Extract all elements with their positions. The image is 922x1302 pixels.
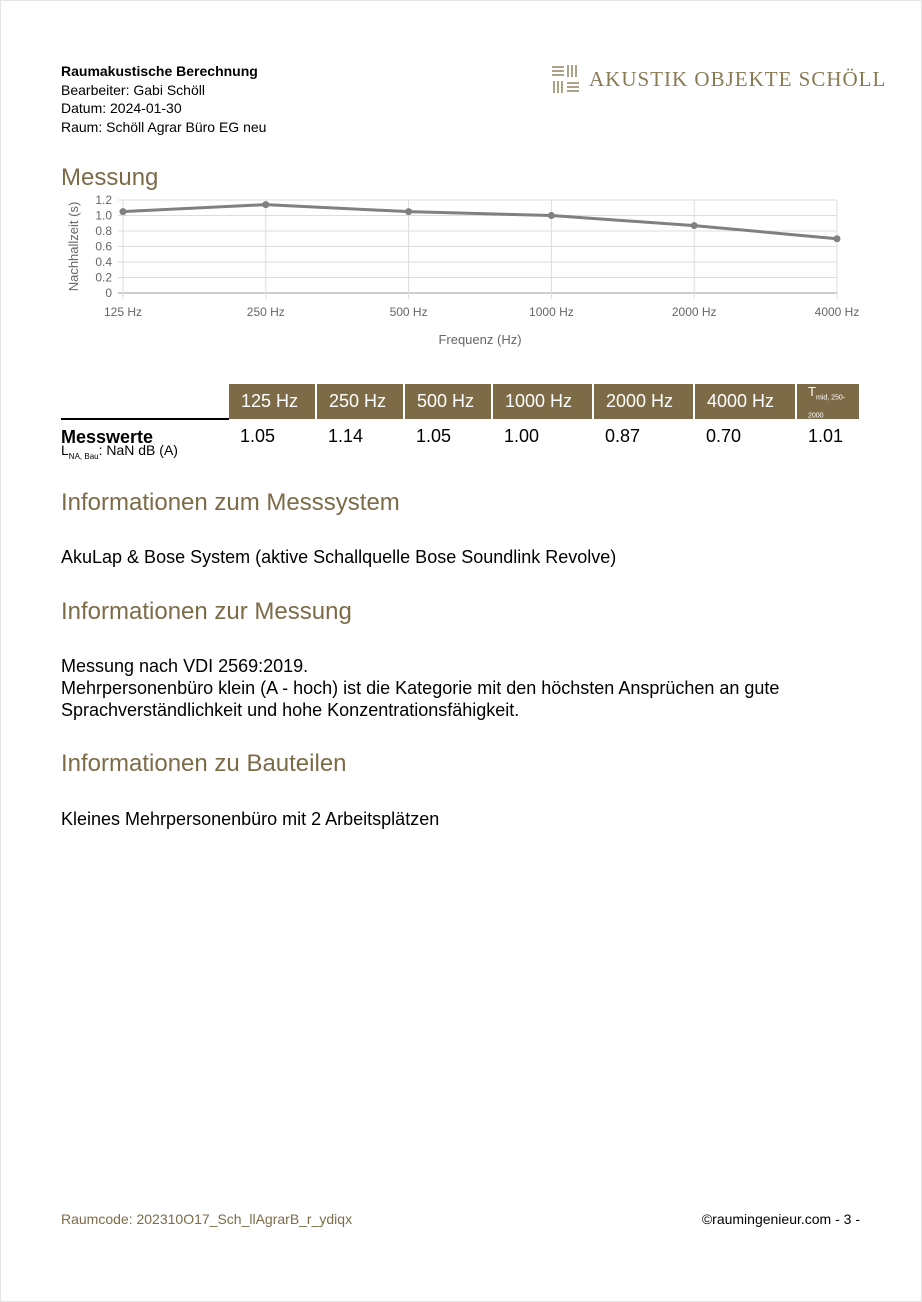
x-tick-label: 500 Hz — [389, 305, 428, 319]
table-row — [61, 419, 859, 448]
bauteile-text: Kleines Mehrpersonenbüro mit 2 Arbeitsplätzen — [61, 809, 440, 829]
section-title-messung-info: Informationen zur Messung — [61, 598, 352, 625]
x-tick-label: 4000 Hz — [814, 305, 860, 319]
col-header-1000: 1000 Hz — [492, 384, 593, 419]
col-header-2000: 2000 Hz — [593, 384, 694, 419]
col-header-125: 125 Hz — [228, 384, 316, 419]
document-header — [61, 62, 266, 136]
lna-symbol: L — [61, 442, 69, 458]
document-title: Raumakustische Berechnung — [61, 63, 258, 79]
x-tick-label: 2000 Hz — [671, 305, 717, 319]
messung-info-text — [61, 655, 831, 721]
y-tick-label: 1.2 — [95, 193, 112, 207]
footer-roomcode: Raumcode: 202310O17_Sch_llAgrarB_r_ydiqx — [61, 1211, 353, 1227]
data-point — [834, 235, 841, 242]
y-tick-label: 0.6 — [95, 239, 112, 254]
editor-line: Bearbeiter: Gabi Schöll — [61, 81, 205, 98]
measurement-table — [61, 384, 859, 448]
series-line — [123, 205, 837, 239]
messung-info-line-1: Messung nach VDI 2569:2019. — [61, 656, 309, 676]
col-header-tmid — [796, 384, 859, 419]
y-tick-label: 0 — [105, 286, 112, 300]
section-title-messung: Messung — [61, 164, 159, 191]
tmid-subscript: mid, 250-2000 — [808, 394, 846, 420]
x-tick-label: 125 Hz — [103, 305, 143, 319]
value-2000: 0.87 — [605, 426, 641, 447]
lna-line — [61, 442, 178, 461]
tmid-symbol: T — [808, 384, 816, 399]
y-axis-label: Nachhallzeit (s) — [66, 201, 81, 292]
lna-value: : NaN dB (A) — [98, 442, 178, 458]
value-4000: 0.70 — [706, 426, 742, 447]
section-title-bauteile: Informationen zu Bauteilen — [61, 750, 347, 777]
col-header-4000: 4000 Hz — [694, 384, 796, 419]
value-250: 1.14 — [328, 426, 364, 447]
y-tick-label: 0.2 — [95, 270, 112, 285]
data-point — [405, 208, 412, 215]
y-tick-label: 0.4 — [95, 255, 112, 269]
table-header-row — [61, 384, 859, 419]
lna-subscript: NA, Bau — [68, 451, 99, 461]
y-tick-label: 0.8 — [95, 224, 112, 238]
x-tick-label: 1000 Hz — [529, 305, 574, 319]
value-1000: 1.00 — [504, 426, 540, 447]
data-point — [120, 208, 127, 215]
data-point — [691, 222, 698, 229]
table-corner — [61, 384, 228, 419]
value-500: 1.05 — [416, 426, 452, 447]
reverb-chart-svg — [61, 190, 871, 355]
data-point — [548, 212, 555, 219]
col-header-250: 250 Hz — [316, 384, 404, 419]
col-header-500: 500 Hz — [404, 384, 492, 419]
y-tick-label: 1.0 — [95, 208, 112, 223]
messung-info-line-2: Mehrpersonenbüro klein (A - hoch) ist die Kategorie mit den höchsten Ansprüchen an gute Sprachverständlichkeit und hohe Konzentrationsfähigkeit. — [61, 678, 780, 720]
footer-copyright: ©raumingenieur.com - 3 - — [701, 1211, 860, 1227]
x-tick-label: 250 Hz — [246, 305, 285, 319]
data-point — [262, 201, 269, 208]
messsystem-text: AkuLap & Bose System (aktive Schallquelle Bose Soundlink Revolve) — [61, 547, 617, 567]
section-title-messsystem: Informationen zum Messsystem — [61, 489, 400, 516]
company-logo — [551, 64, 886, 94]
x-axis-label: Frequenz (Hz) — [438, 332, 522, 347]
room-line: Raum: Schöll Agrar Büro EG neu — [61, 118, 267, 135]
reverb-chart — [61, 190, 871, 355]
value-tmid: 1.01 — [808, 426, 844, 447]
date-line: Datum: 2024-01-30 — [61, 100, 182, 116]
logo-icon — [551, 64, 581, 94]
value-125: 1.05 — [240, 426, 276, 447]
row-label-messwerte: Messwerte — [61, 426, 154, 447]
logo-text: AKUSTIK OBJEKTE SCHÖLL — [589, 66, 887, 91]
